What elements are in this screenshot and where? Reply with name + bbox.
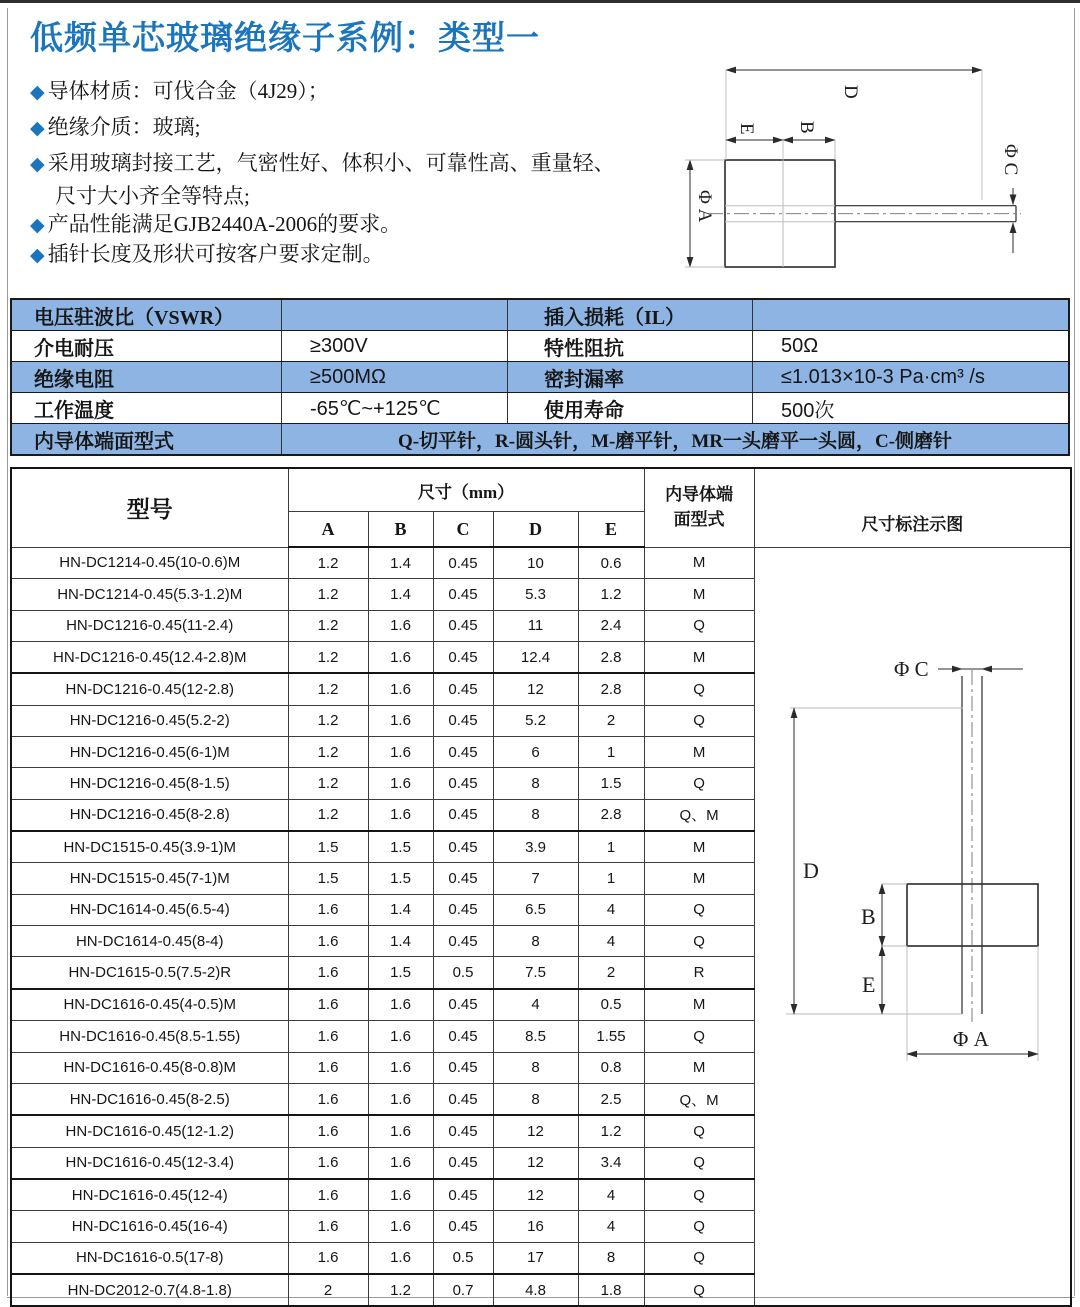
column-header-dimensions: 尺寸（mm） <box>288 468 644 512</box>
table-row: HN-DC1214-0.45(10-0.6)M 1.2 1.4 0.45 10 0.6 M Φ C D B E Φ A <box>11 547 1071 579</box>
model-cell: HN-DC1616-0.45(4-0.5)M <box>11 989 288 1021</box>
table-row: HN-DC1216-0.45(5.2-2) 1.2 1.6 0.45 5.2 2 Q <box>11 705 1071 736</box>
model-cell: HN-DC1616-0.45(12-3.4) <box>11 1147 288 1179</box>
spec-label: 电压驻波比（VSWR） <box>12 300 282 330</box>
type-cell: Q <box>644 894 754 925</box>
type-cell: Q <box>644 610 754 641</box>
spec-label: 特性阻抗 <box>508 331 753 361</box>
table-row: HN-DC1614-0.45(6.5-4) 1.6 1.4 0.45 6.5 4 Q <box>11 894 1071 925</box>
type-cell: M <box>644 579 754 610</box>
page-left-border <box>7 8 8 1296</box>
table-row: HN-DC1216-0.45(12.4-2.8)M 1.2 1.6 0.45 12.4 2.8 M <box>11 642 1071 674</box>
dim-label-phi-c: Φ C <box>893 656 929 681</box>
model-cell: HN-DC1616-0.45(8.5-1.55) <box>11 1021 288 1052</box>
model-cell: HN-DC1616-0.45(12-1.2) <box>11 1115 288 1147</box>
dim-label-phi-c: Φ C <box>1000 144 1021 176</box>
type-cell: Q <box>644 1211 754 1242</box>
product-outline-drawing <box>675 48 1035 293</box>
dimension-diagram-drawing <box>781 636 1072 1066</box>
dim-label-phi-a: Φ A <box>694 190 715 223</box>
spec-value: ≤1.013×10-3 Pa·cm³ /s <box>781 365 985 388</box>
table-row: HN-DC1616-0.45(8-2.5) 1.6 1.6 0.45 8 2.5 Q、M <box>11 1083 1071 1115</box>
spec-label: 绝缘电阻 <box>12 362 282 392</box>
table-row: HN-DC1616-0.45(12-3.4) 1.6 1.6 0.45 12 3.4 Q <box>11 1147 1071 1179</box>
spec-value <box>282 300 508 330</box>
diamond-bullet-icon: ◆ <box>30 245 45 266</box>
dim-label-b: B <box>860 903 876 929</box>
bullet-line <box>30 240 690 270</box>
column-header-end-face-type: 内导体端面型式 <box>644 468 754 547</box>
model-cell: HN-DC1515-0.45(7-1)M <box>11 863 288 894</box>
spec-row <box>12 393 1068 424</box>
model-cell: HN-DC1216-0.45(8-1.5) <box>11 768 288 799</box>
bullet-line <box>30 74 690 110</box>
type-cell: M <box>644 547 754 579</box>
spec-value: -65℃~+125℃ <box>282 393 508 423</box>
bullet-line <box>30 146 690 182</box>
model-cell: HN-DC1616-0.45(16-4) <box>11 1211 288 1242</box>
model-cell: HN-DC1616-0.45(8-0.8)M <box>11 1052 288 1083</box>
bullet-line <box>30 210 690 240</box>
column-header-c: C <box>433 512 493 548</box>
spec-value <box>753 300 1068 330</box>
model-cell: HN-DC1616-0.45(8-2.5) <box>11 1083 288 1115</box>
type-cell: Q <box>644 926 754 957</box>
table-row: HN-DC1616-0.45(8-0.8)M 1.6 1.6 0.45 8 0.8 M <box>11 1052 1071 1083</box>
table-row: HN-DC1616-0.5(17-8) 1.6 1.6 0.5 17 8 Q <box>11 1242 1071 1274</box>
dim-label-phi-a: Φ A <box>952 1026 989 1051</box>
spec-row <box>12 424 1068 454</box>
spec-value: 500次 <box>781 399 835 422</box>
type-cell: Q <box>644 673 754 705</box>
spec-table <box>10 298 1070 456</box>
model-cell: HN-DC1616-0.5(17-8) <box>11 1242 288 1274</box>
type-cell: Q <box>644 1242 754 1274</box>
table-row: HN-DC1616-0.45(12-1.2) 1.6 1.6 0.45 12 1.2 Q <box>11 1115 1071 1147</box>
bullet-text: 尺寸大小齐全等特点; <box>55 184 250 208</box>
bullet-text: 产品性能满足GJB2440A-2006的要求。 <box>47 212 402 236</box>
table-row: HN-DC1216-0.45(6-1)M 1.2 1.6 0.45 6 1 M <box>11 737 1071 768</box>
model-cell: HN-DC1216-0.45(6-1)M <box>11 737 288 768</box>
model-cell: HN-DC1515-0.45(3.9-1)M <box>11 831 288 863</box>
feature-bullet-list <box>30 74 690 270</box>
model-cell: HN-DC1216-0.45(11-2.4) <box>11 610 288 641</box>
type-cell: Q、M <box>644 1083 754 1115</box>
spec-value: ≥500MΩ <box>282 362 508 392</box>
table-row: HN-DC1216-0.45(8-1.5) 1.2 1.6 0.45 8 1.5 Q <box>11 768 1071 799</box>
table-row: HN-DC1616-0.45(4-0.5)M 1.6 1.6 0.45 4 0.5 M <box>11 989 1071 1021</box>
model-cell: HN-DC1216-0.45(12.4-2.8)M <box>11 642 288 674</box>
spec-value: 50Ω <box>781 334 819 357</box>
type-cell: Q <box>644 1274 754 1306</box>
model-cell: HN-DC1216-0.45(8-2.8) <box>11 799 288 831</box>
bullet-text: 插针长度及形状可按客户要求定制。 <box>47 242 384 266</box>
table-row: HN-DC1216-0.45(12-2.8) 1.2 1.6 0.45 12 2.8 Q <box>11 673 1071 705</box>
dim-label-d: D <box>840 85 861 99</box>
type-cell: M <box>644 831 754 863</box>
bullet-text: 绝缘介质：玻璃; <box>47 115 201 139</box>
table-row: HN-DC2012-0.7(4.8-1.8) 2 1.2 0.7 4.8 1.8 Q <box>11 1274 1071 1306</box>
spec-label: 介电耐压 <box>12 331 282 361</box>
spec-label: 插入损耗（IL） <box>508 300 753 330</box>
diamond-bullet-icon: ◆ <box>30 118 45 139</box>
model-cell: HN-DC1616-0.45(12-4) <box>11 1179 288 1211</box>
type-cell: M <box>644 737 754 768</box>
dim-label-b: B <box>796 121 817 134</box>
type-cell: R <box>644 957 754 989</box>
table-row: HN-DC1616-0.45(12-4) 1.6 1.6 0.45 12 4 Q <box>11 1179 1071 1211</box>
dimension-annotation-diagram <box>754 547 1071 1306</box>
type-cell: Q <box>644 1179 754 1211</box>
page-right-border <box>1074 8 1075 1296</box>
type-cell: Q <box>644 705 754 736</box>
type-cell: Q <box>644 1021 754 1052</box>
bullet-line-continuation <box>30 182 690 210</box>
spec-row <box>12 300 1068 331</box>
column-header-b: B <box>368 512 433 548</box>
dim-label-d: D <box>802 857 819 883</box>
table-row: HN-DC1616-0.45(8.5-1.55) 1.6 1.6 0.45 8.5 1.55 Q <box>11 1021 1071 1052</box>
model-cell: HN-DC1614-0.45(8-4) <box>11 926 288 957</box>
table-row: HN-DC1216-0.45(11-2.4) 1.2 1.6 0.45 11 2.4 Q <box>11 610 1071 641</box>
diamond-bullet-icon: ◆ <box>30 215 45 236</box>
model-cell: HN-DC1214-0.45(5.3-1.2)M <box>11 579 288 610</box>
model-dimension-table <box>10 467 1072 1307</box>
bullet-text: 采用玻璃封接工艺，气密性好、体积小、可靠性高、重量轻、 <box>47 151 615 175</box>
type-cell: M <box>644 863 754 894</box>
type-cell: Q <box>644 1147 754 1179</box>
dim-label-e: E <box>861 971 876 997</box>
spec-row <box>12 331 1068 362</box>
model-cell: HN-DC1614-0.45(6.5-4) <box>11 894 288 925</box>
type-cell: Q <box>644 1115 754 1147</box>
type-cell: M <box>644 989 754 1021</box>
table-row: HN-DC1515-0.45(3.9-1)M 1.5 1.5 0.45 3.9 1 M <box>11 831 1071 863</box>
column-header-e: E <box>578 512 644 548</box>
table-row: HN-DC1616-0.45(16-4) 1.6 1.6 0.45 16 4 Q <box>11 1211 1071 1242</box>
type-cell: Q <box>644 768 754 799</box>
column-header-model: 型号 <box>11 468 288 547</box>
model-cell: HN-DC1216-0.45(5.2-2) <box>11 705 288 736</box>
column-header-d: D <box>493 512 578 548</box>
table-row: HN-DC1614-0.45(8-4) 1.6 1.4 0.45 8 4 Q <box>11 926 1071 957</box>
table-row: HN-DC1216-0.45(8-2.8) 1.2 1.6 0.45 8 2.8 Q、M <box>11 799 1071 831</box>
dim-label-e: E <box>736 123 757 135</box>
spec-label: 密封漏率 <box>508 362 753 392</box>
column-header-diagram: 尺寸标注示图 <box>754 468 1071 547</box>
bullet-text: 导体材质：可伐合金（4J29）； <box>47 79 329 103</box>
model-cell: HN-DC2012-0.7(4.8-1.8) <box>11 1274 288 1306</box>
model-cell: HN-DC1216-0.45(12-2.8) <box>11 673 288 705</box>
table-row: HN-DC1515-0.45(7-1)M 1.5 1.5 0.45 7 1 M <box>11 863 1071 894</box>
table-row: HN-DC1214-0.45(5.3-1.2)M 1.2 1.4 0.45 5.3 1.2 M <box>11 579 1071 610</box>
diamond-bullet-icon: ◆ <box>30 82 45 103</box>
model-cell: HN-DC1214-0.45(10-0.6)M <box>11 547 288 579</box>
diamond-bullet-icon: ◆ <box>30 154 45 175</box>
spec-label: 内导体端面型式 <box>12 424 282 454</box>
column-header-a: A <box>288 512 368 548</box>
table-row: HN-DC1615-0.5(7.5-2)R 1.6 1.5 0.5 7.5 2 R <box>11 957 1071 989</box>
type-cell: M <box>644 642 754 674</box>
spec-label: 工作温度 <box>12 393 282 423</box>
page-title: 低频单芯玻璃绝缘子系例：类型一 <box>30 19 540 56</box>
spec-value: ≥300V <box>282 331 508 361</box>
bullet-line <box>30 110 690 146</box>
spec-label: 使用寿命 <box>508 393 753 423</box>
type-cell: Q、M <box>644 799 754 831</box>
spec-row <box>12 362 1068 393</box>
spec-merged-value: Q-切平针，R-圆头针，M-磨平针，MR一头磨平一头圆，C-侧磨针 <box>397 430 953 452</box>
type-cell: M <box>644 1052 754 1083</box>
page-top-border <box>0 0 1080 3</box>
model-cell: HN-DC1615-0.5(7.5-2)R <box>11 957 288 989</box>
